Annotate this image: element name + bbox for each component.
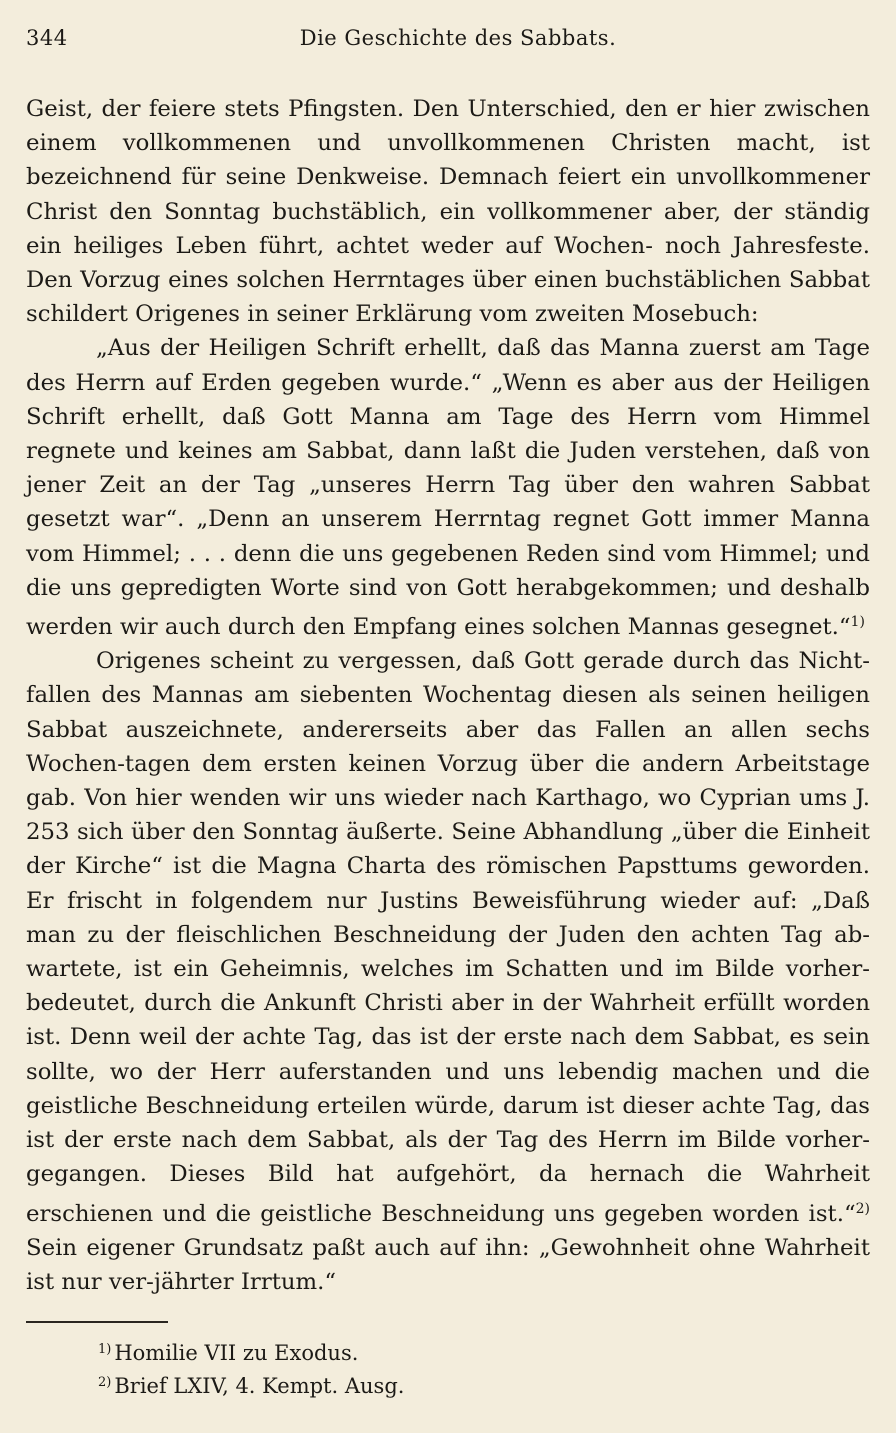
footnote: $^{1)}$ Homilie VII zu Exodus. [98,1341,359,1366]
body-text [26,92,870,1299]
footnote-ref: 1) [850,614,865,631]
footnote-ref: 2) [855,1200,870,1217]
paragraph-quote-origenes: „Aus der Heiligen Schrift erhellt, daß das Manna zuerst am Tage des Herrn auf Erden gegeben wurde.“ „Wenn es aber aus der Heiligen Schrift erhellt, daß Gott Manna am Tage des Herrn vom Himmel regnete und keines am Sabbat, dann laßt die Juden verstehen, daß von jener Zeit an der Tag „unseres Herrn Tag über den wahren Sabbat gesetzt war“. „Denn an unserem Herrntag regnet Gott immer Manna vom Himmel; . . . denn die uns gegebenen Reden sind vom Himmel; und die uns gepredigten Worte sind von Gott herabgekommen; und deshalb werden wir auch durch den Empfang eines solchen Mannas gesegnet.“$^{1)}$ [26,335,870,641]
page-number: 344 [26,26,68,50]
footnote-divider [26,1321,168,1323]
footnote: $^{2)}$ Brief LXIV, 4. Kempt. Ausg. [98,1374,405,1399]
running-title: Die Geschichte des Sabbats. [299,26,617,50]
paragraph: Geist, der feiere stets Pfingsten. Den Unterschied, den er hier zwischen einem vollkommenen und unvollkommenen Christen macht, ist bezeichnend für seine Denkweise. Demnach feiert ein unvollkommener Christ den Sonntag buchstäblich, ein vollkommener aber, der ständig ein heiliges Leben führt, achtet weder auf Wochen- noch Jahresfeste. Den Vorzug eines solchen Herrntages über einen buchstäblichen Sabbat schildert Origenes in seiner Erklärung vom zweiten Mosebuch: [26,96,870,328]
paragraph: Origenes scheint zu vergessen, daß Gott gerade durch das Nicht-fallen des Mannas am siebenten Wochentag diesen als seinen heiligen Sabbat auszeichnete, andererseits aber das Fallen an allen sechs Wochen-tagen dem ersten keinen Vorzug über die andern Arbeitstage gab. Von hier wenden wir uns wieder nach Karthago, wo Cyprian ums J. 253 sich über den Sonntag äußerte. Seine Abhandlung „über die Einheit der Kirche“ ist die Magna Charta des römischen Papsttums geworden. Er frischt in folgendem nur Justins Beweisführung wieder auf: „Daß man zu der fleischlichen Beschneidung der Juden den achten Tag ab-wartete, ist ein Geheimnis, welches im Schatten und im Bilde vorher-bedeutet, durch die Ankunft Christi aber in der Wahrheit erfüllt worden ist. Denn weil der achte Tag, das ist der erste nach dem Sabbat, es sein sollte, wo der Herr auferstanden und uns lebendig machen und die geistliche Beschneidung erteilen würde, darum ist dieser achte Tag, das ist der erste nach dem Sabbat, als der Tag des Herrn im Bilde vorher-gegangen. Dieses Bild hat aufgehört, da hernach die Wahrheit erschienen und die geistliche Beschneidung uns gegeben worden ist.“$^{2)}$ Sein eigener Grundsatz paßt auch auf ihn: „Gewohnheit ohne Wahrheit ist nur ver-jährter Irrtum.“ [26,648,870,1295]
running-head [26,18,870,68]
footnotes [26,1335,870,1401]
